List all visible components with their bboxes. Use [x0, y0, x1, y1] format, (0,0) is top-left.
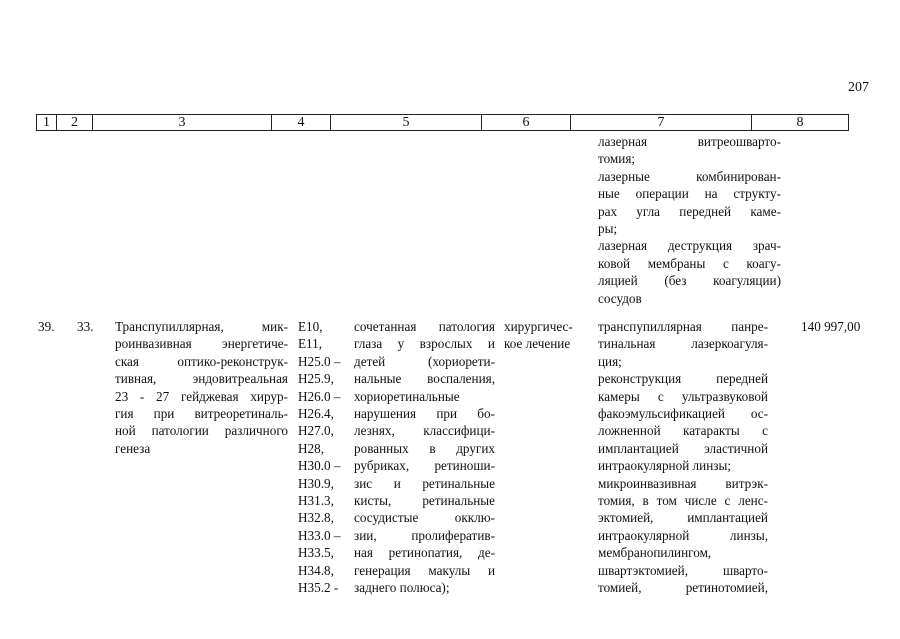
icd-code: H31.3, — [298, 493, 334, 509]
icd-code: E11, — [298, 336, 323, 352]
header-col-4: 4 — [272, 115, 331, 131]
header-col-2: 2 — [57, 115, 93, 131]
text-line: ные операции на структу- — [598, 186, 781, 202]
text-line: роинвазивная энергетиче- — [115, 336, 288, 352]
text-line: ская оптико-реконструк- — [115, 353, 288, 369]
icd-code: H25.0 – — [298, 353, 341, 369]
icd-code: H30.0 – — [298, 458, 341, 474]
icd-code: H27.0, — [298, 423, 334, 439]
icd-code: H26.4, — [298, 406, 334, 422]
text-line: камеры с ультразвуковой — [598, 388, 768, 404]
text-line: факоэмульсификацией ос- — [598, 406, 768, 422]
column-header-table — [36, 114, 849, 131]
header-col-7: 7 — [571, 115, 752, 131]
text-line: интраокулярной линзы, — [598, 527, 768, 543]
text-line: микроинвазивная витрэк- — [598, 475, 768, 491]
text-line: реконструкция передней — [598, 371, 768, 387]
text-line: ковой мембраны с коагу- — [598, 255, 781, 271]
icd-code: H35.2 - — [298, 580, 339, 596]
text-line: лазерная деструкция зрач- — [598, 238, 781, 254]
text-line: лазерная витреошварто- — [598, 134, 781, 149]
text-line: тивная, эндовитреальная — [115, 371, 288, 387]
text-line: транспупиллярная панре- — [598, 319, 768, 334]
continuation-method-cell — [598, 133, 781, 307]
icd-code: H26.0 – — [298, 388, 341, 404]
header-col-6: 6 — [482, 115, 571, 131]
header-col-5: 5 — [331, 115, 482, 131]
text-line: кое лечение — [504, 336, 571, 352]
method-name-cell — [115, 318, 288, 457]
text-line: ры; — [598, 221, 618, 237]
header-col-3: 3 — [93, 115, 272, 131]
icd-code: H30.9, — [298, 475, 334, 491]
text-line: томия; — [598, 151, 636, 167]
group-number: 33. — [77, 319, 94, 334]
text-line: ная ретинопатия, де- — [354, 545, 495, 561]
text-line: хориоретинальные — [354, 388, 460, 404]
text-line: Транспупиллярная, мик- — [115, 319, 288, 334]
header-col-8: 8 — [752, 115, 849, 131]
text-line: зис и ретинальные — [354, 475, 495, 491]
treatment-method-cell — [598, 318, 768, 597]
text-line: лезнях, классифици- — [354, 423, 495, 439]
text-line: зии, пролифератив- — [354, 527, 495, 543]
text-line: швартэктомией, шварто- — [598, 562, 768, 578]
icd-code: H33.0 – — [298, 527, 341, 543]
text-line: генеза — [115, 440, 151, 456]
text-line: глаза у взрослых и — [354, 336, 495, 352]
text-line: томия, в том числе с ленс- — [598, 493, 768, 509]
text-line: имплантацией эластичной — [598, 440, 768, 456]
text-line: тинальная лазеркоагуля- — [598, 336, 768, 352]
icd-code: H25.9, — [298, 371, 334, 387]
text-line: интраокулярной линзы; — [598, 458, 731, 474]
text-line: томией, ретинотомией, — [598, 580, 768, 596]
text-line: эктомией, имплантацией — [598, 510, 768, 526]
text-line: кисты, ретинальные — [354, 493, 495, 509]
row-number: 39. — [38, 319, 55, 334]
price-cell: 140 997,00 — [801, 319, 861, 334]
text-line: гия при витреоретиналь- — [115, 406, 288, 422]
text-line: хирургичес- — [504, 319, 573, 334]
icd-code: E10, — [298, 319, 323, 334]
text-line: ция; — [598, 353, 622, 369]
text-line: детей (хориорети- — [354, 353, 495, 369]
icd-code: H33.5, — [298, 545, 334, 561]
icd-code: H34.8, — [298, 562, 334, 578]
text-line: заднего полюса); — [354, 580, 450, 596]
patient-model-cell — [354, 318, 495, 597]
text-line: сосудистые окклю- — [354, 510, 495, 526]
icd-code: H28, — [298, 440, 325, 456]
text-line: ляцией (без коагуляции) — [598, 273, 781, 289]
text-line: 23 - 27 гейджевая хирур- — [115, 388, 288, 404]
page-number: 207 — [848, 80, 869, 95]
text-line: сочетанная патология — [354, 319, 495, 334]
icd-code: H32.8, — [298, 510, 334, 526]
header-col-1: 1 — [37, 115, 57, 131]
text-line: ложненной катаракты с — [598, 423, 768, 439]
text-line: ной патологии различного — [115, 423, 288, 439]
text-line: лазерные комбинирован- — [598, 168, 781, 184]
text-line: рубриках, ретиноши- — [354, 458, 495, 474]
text-line: генерация макулы и — [354, 562, 495, 578]
text-line: рах угла передней каме- — [598, 203, 781, 219]
text-line: сосудов — [598, 290, 642, 306]
treatment-type-cell — [504, 318, 590, 353]
text-line: нальные воспаления, — [354, 371, 495, 387]
header-row — [37, 115, 849, 131]
text-line: нарушения при бо- — [354, 406, 495, 422]
text-line: рованных в других — [354, 440, 495, 456]
icd-codes-cell — [298, 318, 354, 597]
text-line: мембранопилингом, — [598, 545, 712, 561]
